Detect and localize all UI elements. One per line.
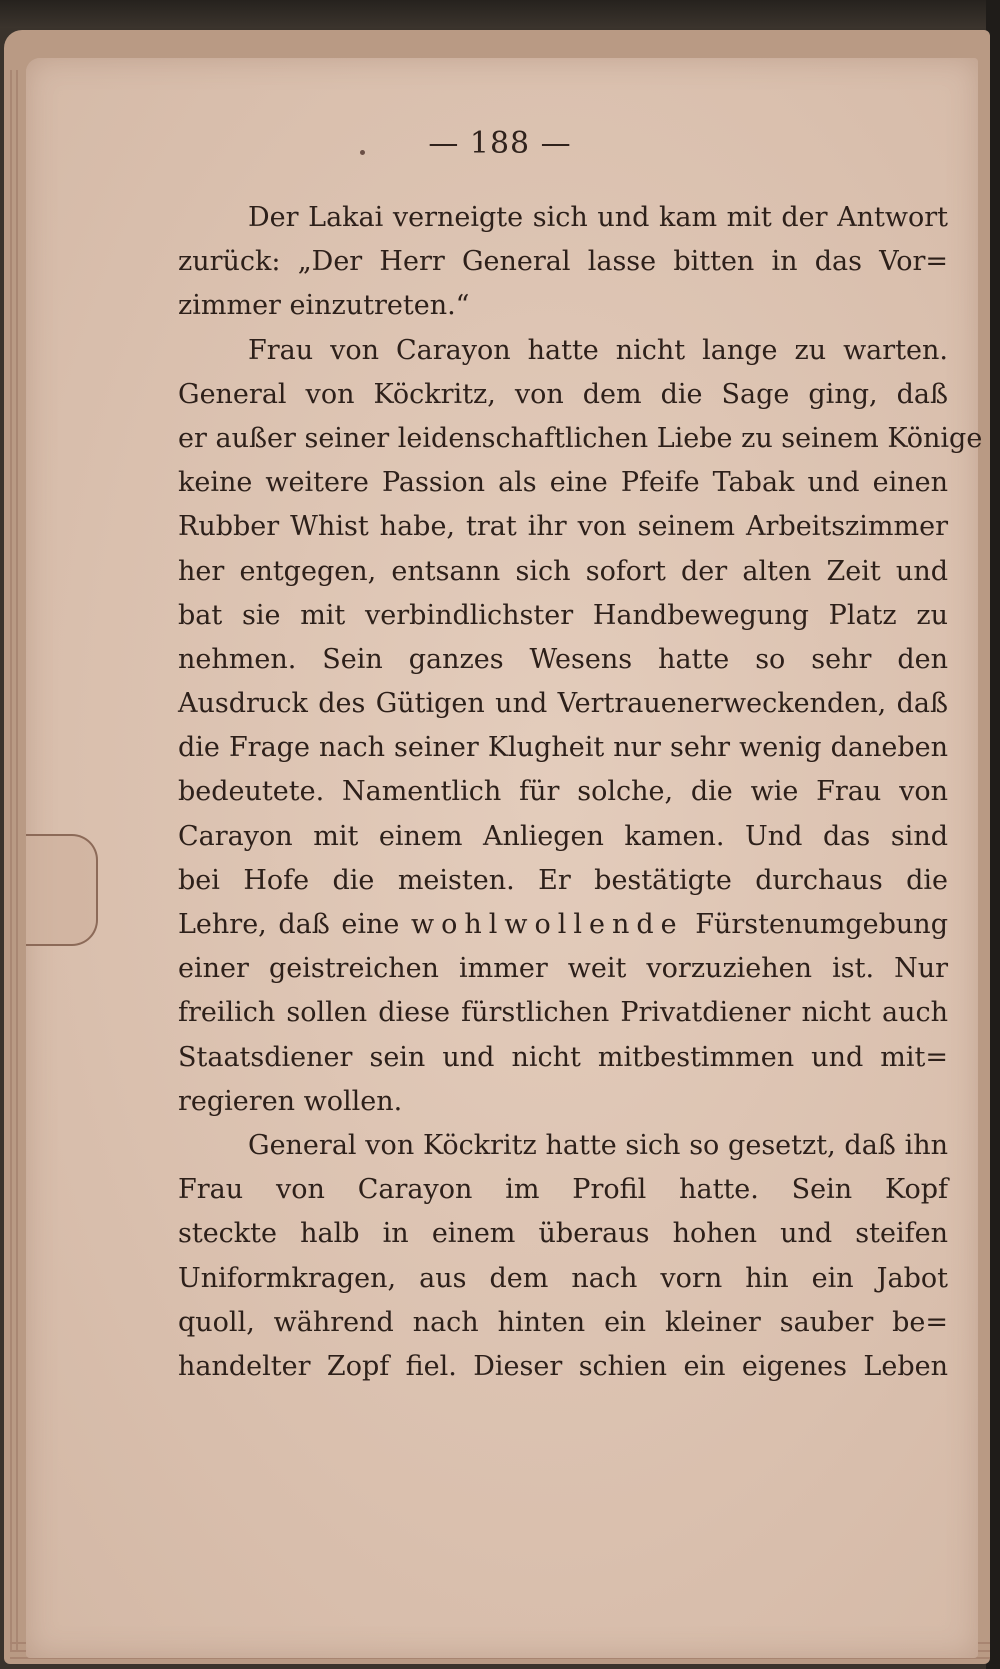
bookmark-tab xyxy=(26,834,98,946)
text-line: Carayon mit einem Anliegen kamen. Und das sind xyxy=(178,820,948,852)
text-line: Rubber Whist habe, trat ihr von seinem Arbeitszimmer xyxy=(178,511,948,543)
text-line: steckte halb in einem überaus hohen und steifen xyxy=(178,1218,948,1250)
paragraph xyxy=(178,196,948,329)
paragraph xyxy=(178,329,983,1124)
scan-background-top xyxy=(0,0,1000,28)
text-line: nehmen. Sein ganzes Wesens hatte so sehr den xyxy=(178,643,948,675)
text-line: Der Lakai verneigte sich und kam mit der Antwort xyxy=(248,202,948,233)
text-line: her entgegen, entsann sich sofort der alten Zeit und xyxy=(178,555,948,587)
text-line: handelter Zopf fiel. Dieser schien ein eigenes Leben xyxy=(178,1350,948,1382)
text-line: bei Hofe die meisten. Er bestätigte durchaus die xyxy=(178,864,948,896)
text-line: Ausdruck des Gütigen und Vertrauenerweckenden, daß xyxy=(178,688,948,720)
text-line: quoll, während nach hinten ein kleiner sauber be= xyxy=(178,1306,948,1338)
text-line: die Frage nach seiner Klugheit nur sehr wenig daneben xyxy=(178,732,948,764)
emphasized-word: wohlwollende xyxy=(411,909,684,940)
text-line: regieren wollen. xyxy=(178,1085,403,1117)
text-line: keine weitere Passion als eine Pfeife Tabak und einen xyxy=(178,467,948,499)
text-line: Staatsdiener sein und nicht mitbestimmen und mit= xyxy=(178,1041,948,1073)
text-line: bat sie mit verbindlichster Handbewegung Platz zu xyxy=(178,599,948,631)
text-line: General von Köckritz, von dem die Sage ging, daß xyxy=(178,378,948,410)
text-line: einer geistreichen immer weit vorzuziehen ist. Nur xyxy=(178,953,948,985)
page-edge-left xyxy=(16,70,18,1650)
page-body-text xyxy=(178,196,983,1389)
text-line: Frau von Carayon im Profil hatte. Sein Kopf xyxy=(178,1174,948,1206)
page-number: — 188 — xyxy=(428,126,572,161)
text-line: er außer seiner leidenschaftlichen Liebe zu seinem Könige xyxy=(178,422,983,454)
text-line: freilich sollen diese fürstlichen Privatdiener nicht auch xyxy=(178,997,948,1029)
text-line: zurück: „Der Herr General lasse bitten in das Vor= xyxy=(178,246,948,278)
text-line: Frau von Carayon hatte nicht lange zu warten. xyxy=(248,334,948,366)
text-line: bedeutete. Namentlich für solche, die wie Frau von xyxy=(178,776,948,808)
text-line: General von Köckritz hatte sich so gesetzt, daß ihn xyxy=(248,1129,948,1161)
paragraph xyxy=(178,1124,948,1389)
page-edge-left xyxy=(10,70,12,1650)
text-line: Lehre, daß eine wohlwollende Fürstenumgebung xyxy=(178,909,948,940)
text-line: Uniformkragen, aus dem nach vorn hin ein Jabot xyxy=(178,1262,948,1294)
text-line: zimmer einzutreten.“ xyxy=(178,290,470,322)
